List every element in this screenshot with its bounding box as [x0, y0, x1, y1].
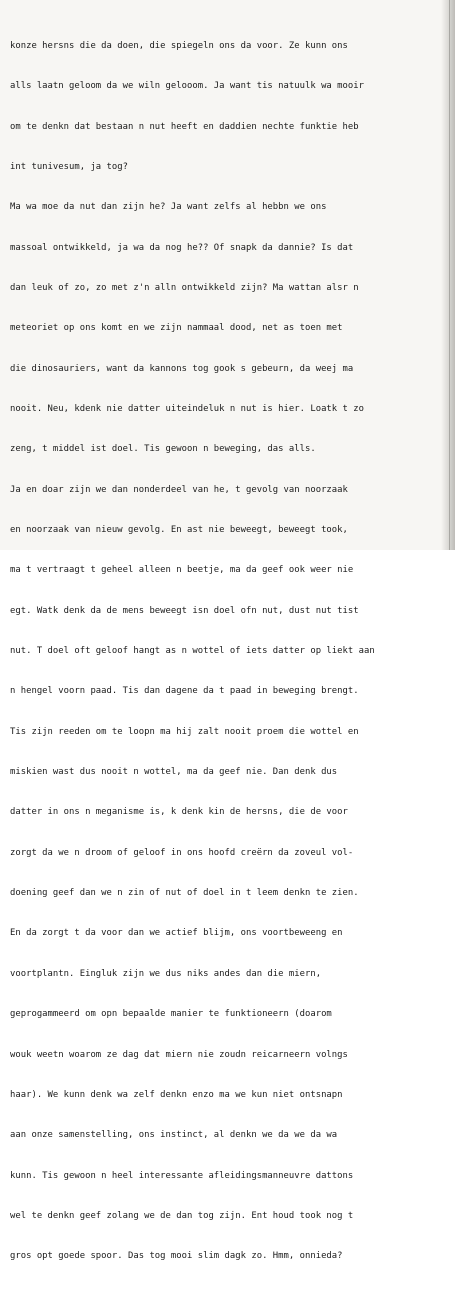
text-line: konze hersns die da doen, die spiegeln ons da voor. Ze kunn ons	[10, 40, 348, 51]
text-line: datter in ons n meganisme is, k denk kin de hersns, die de voor	[10, 807, 348, 818]
text-line: zorgt da we n droom of geloof in ons hoofd creërn da zoveul vol-	[10, 847, 354, 858]
text-line: wouk weetn woarom ze dag dat miern nie zoudn reicarneern volngs	[10, 1049, 348, 1060]
text-line: int tunivesum, ja tog?	[10, 161, 128, 172]
text-line: dan leuk of zo, zo met z'n alln ontwikkeld zijn? Ma wattan alsr n	[10, 282, 359, 293]
text-line: gros opt goede spoor. Das tog mooi slim dagk zo. Hmm, onnieda?	[10, 1251, 343, 1262]
text-line: ma t vertraagt t geheel alleen n beetje, ma da geef ook weer nie	[10, 565, 354, 576]
text-line: En da zorgt t da voor dan we actief blijm, ons voortbeweeng en	[10, 928, 343, 939]
text-line: haar). We kunn denk wa zelf denkn enzo ma we kun niet ontsnapn	[10, 1089, 343, 1100]
page-edge-line	[449, 0, 450, 550]
text-line: Ja en doar zijn we dan nonderdeel van he, t gevolg van noorzaak	[10, 484, 348, 495]
page-edge-shadow	[441, 0, 455, 550]
text-line: nooit. Neu, kdenk nie datter uiteindeluk n nut is hier. Loatk t zo	[10, 404, 364, 414]
text-line: aan onze samenstelling, ons instinct, al denkn we da we da wa	[10, 1130, 338, 1141]
text-line: meteoriet op ons komt en we zijn nammaal dood, net as toen met	[10, 323, 343, 334]
text-line: zeng, t middel ist doel. Tis gewoon n beweging, das alls.	[10, 444, 316, 455]
text-line: egt. Watk denk da de mens beweegt isn doel ofn nut, dust nut tist	[10, 605, 359, 616]
text-line: miskien wast dus nooit n wottel, ma da geef nie. Dan denk dus	[10, 767, 338, 778]
text-line: Tis zijn reeden om te loopn ma hij zalt nooit proem die wottel en	[10, 726, 359, 737]
text-line: n hengel voorn paad. Tis dan dagene da t paad in beweging brengt.	[10, 686, 359, 697]
text-line: en noorzaak van nieuw gevolg. En ast nie beweegt, beweegt took,	[10, 525, 348, 536]
text-line: wel te denkn geef zolang we de dan tog zijn. Ent houd took nog t	[10, 1210, 354, 1221]
text-line: nut. T doel oft geloof hangt as n wottel of iets datter op liekt aan	[10, 646, 375, 657]
text-line: massoal ontwikkeld, ja wa da nog he?? Of snapk da dannie? Is dat	[10, 242, 354, 253]
text-line: alls laatn geloom da we wiln gelooom. Ja want tis natuulk wa mooir	[10, 81, 364, 92]
body-text	[10, 13, 442, 1291]
text-line: Ma wa moe da nut dan zijn he? Ja want zelfs al hebbn we ons	[10, 202, 327, 213]
text-line: doening geef dan we n zin of nut of doel in t leem denkn te zien.	[10, 888, 359, 899]
text-line: geprogammeerd om opn bepaalde manier te funktioneern (doarom	[10, 1009, 332, 1020]
text-line: voortplantn. Eingluk zijn we dus niks andes dan die miern,	[10, 968, 322, 979]
text-line: die dinosauriers, want da kannons tog gook s gebeurn, da weej ma	[10, 363, 354, 374]
text-line: kunn. Tis gewoon n heel interessante afleidingsmanneuvre dattons	[10, 1170, 354, 1181]
text-line: om te denkn dat bestaan n nut heeft en daddien nechte funktie heb	[10, 121, 359, 132]
